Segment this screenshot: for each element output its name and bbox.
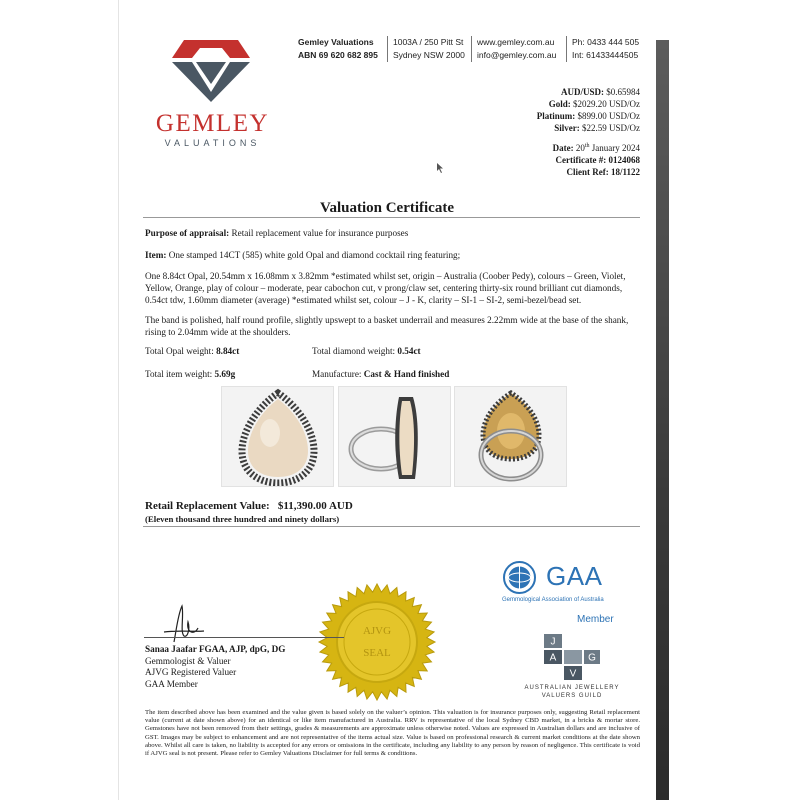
platinum-value: $899.00 USD/Oz [577, 111, 640, 121]
opal-weight [145, 346, 239, 356]
ajvg-line1: AUSTRALIAN JEWELLERY [524, 685, 620, 691]
manufacture-label: Manufacture: [312, 369, 362, 379]
gold-value: $2029.20 USD/Oz [573, 99, 640, 109]
item-weight-label: Total item weight: [145, 369, 213, 379]
gold-label: Gold: [548, 99, 571, 109]
item-weight [145, 369, 235, 379]
certificate-label: Certificate #: [555, 155, 607, 165]
date-suffix: th [584, 143, 590, 149]
handwritten-signature [144, 602, 224, 646]
page-edge-bar [656, 40, 669, 800]
ajvg-letter-j: J [550, 636, 556, 648]
gemley-diamond-logo [170, 38, 252, 104]
disclaimer-text: The item described above has been examined and the value given is based solely on the valuer’s opinion. This valuation is for insurance purposes only, suggesting Retail replacement value (current at date shown above) for an identical or like item manufactured in Australia. RRV is representative of the local Sydney CBD market, in a bricks & mortar store. Gemstones have not been removed from their settings, grades & measurements are approximate unless otherwise noted. Values are expressed in Australian dollars and are inclusive of GST. Images may be subject to enhancement and are not representative of the items actual size. Value is based on professional research & current market conditions at the date shown above. Whilst all care is taken, no liability is accepted for any errors or omissions in the certificate, including any liability to any person by reason of negligence. This certificate is void if AJVG seal is not present. Please refer to Gemley Valuations Disclaimer for full terms & conditions. [145, 709, 640, 758]
seal-text-bottom: SEAL [363, 647, 391, 659]
header-abn: ABN 69 620 682 895 [298, 50, 378, 60]
client-ref: 18/1122 [610, 167, 640, 177]
header-company [298, 36, 378, 62]
signer-role-2: AJVG Registered Valuer [145, 667, 237, 677]
band-description: The band is polished, half round profile, slightly upswept to a basket underrail and measures 2.22mm wide at the base of the shank, rising to 2.04mm wide at the shoulders. [145, 315, 629, 337]
mouse-cursor-icon [437, 163, 445, 173]
rrv-label: Retail Replacement Value: [145, 500, 270, 512]
client-label: Client Ref: [566, 167, 609, 177]
platinum-label: Platinum: [536, 111, 576, 121]
date-rest: January 2024 [591, 143, 640, 153]
silver-value: $22.59 USD/Oz [582, 123, 640, 133]
ajvg-letter-v: V [569, 668, 577, 680]
document-title: Valuation Certificate [319, 200, 454, 216]
rrv-amount: $11,390.00 AUD [277, 500, 353, 512]
header-address [387, 36, 465, 62]
ajvg-line2: VALUERS GUILD [541, 693, 603, 699]
item-weight-value: 5.69g [214, 369, 236, 379]
header-phone [566, 36, 639, 62]
divider [143, 526, 640, 527]
address-line1: 1003A / 250 Pitt St [393, 37, 464, 47]
website-link[interactable]: www.gemley.com.au [477, 37, 555, 47]
address-line2: Sydney NSW 2000 [393, 50, 465, 60]
seal-text-top: AJVG [362, 625, 392, 637]
signature-line [144, 637, 344, 638]
ring-photo-side [338, 386, 451, 487]
diamond-weight-label: Total diamond weight: [312, 346, 396, 356]
divider [143, 217, 640, 218]
retail-replacement-value [145, 500, 353, 512]
silver-label: Silver: [554, 123, 580, 133]
header-web [471, 36, 556, 62]
certificate-number: 0124068 [608, 155, 640, 165]
ring-photo-front [221, 386, 334, 487]
purpose-value: Retail replacement value for insurance purposes [231, 228, 409, 238]
brand-name: GEMLEY [155, 110, 270, 137]
rrv-in-words: (Eleven thousand three hundred and ninety dollars) [145, 514, 340, 524]
opal-weight-label: Total Opal weight: [145, 346, 214, 356]
item-label: Item: [145, 250, 167, 260]
diamond-weight [312, 346, 421, 356]
gaa-globe-icon [503, 561, 536, 594]
header-company-name: Gemley Valuations [298, 37, 374, 47]
ajvg-name [503, 684, 641, 700]
item-description: One 8.84ct Opal, 20.54mm x 16.08mm x 3.82mm *estimated whilst set, origin – Australia (Coober Pedy), colours – Green, Violet, Yellow, Orange, play of colour – moderate, pear cabochon cut, v prong/claw set, centering thirty-six round brilliant cut diamonds, 0.54ct tdw, 1.60mm diameter (average) *estimated whilst set, colour – J - K, clarity – SI-1 – SI-2, semi-bezel/bead set. [145, 271, 626, 305]
date-day: 20 [575, 143, 585, 153]
brand-subtitle: VALUATIONS [164, 138, 261, 148]
date-label: Date: [552, 143, 574, 153]
manufacture [312, 369, 449, 379]
ajvg-letter-g: G [588, 652, 596, 664]
audusd-value: $0.65984 [606, 87, 640, 97]
intl-number: Int: 61433444505 [572, 50, 639, 60]
signer-block [145, 644, 285, 690]
signer-role-3: GAA Member [145, 678, 198, 689]
gold-seal [317, 582, 437, 702]
diamond-weight-value: 0.54ct [397, 346, 421, 356]
signer-role-1: Gemmologist & Valuer [145, 655, 231, 666]
certificate-meta [553, 140, 640, 178]
item-value: One stamped 14CT (585) white gold Opal and diamond cocktail ring featuring; [168, 250, 461, 260]
gaa-full-name: Gemmological Association of Australia [502, 597, 604, 603]
phone-number: Ph: 0433 444 505 [572, 37, 640, 47]
ring-photo-back [454, 386, 567, 487]
audusd-label: AUD/USD: [560, 87, 604, 97]
item-line [145, 249, 640, 261]
gaa-member-label: Member [577, 614, 614, 625]
purpose-label: Purpose of appraisal: [145, 228, 230, 238]
gaa-logo-text: GAA [546, 561, 603, 591]
ajvg-letter-a: A [549, 652, 557, 664]
manufacture-value: Cast & Hand finished [363, 369, 450, 379]
email-link[interactable]: info@gemley.com.au [477, 50, 557, 60]
purpose-line [145, 227, 640, 239]
opal-weight-value: 8.84ct [216, 346, 240, 356]
ajvg-logo [544, 634, 600, 680]
metal-rates [537, 86, 640, 134]
signer-name: Sanaa Jaafar FGAA, AJP, dpG, DG [145, 644, 286, 654]
